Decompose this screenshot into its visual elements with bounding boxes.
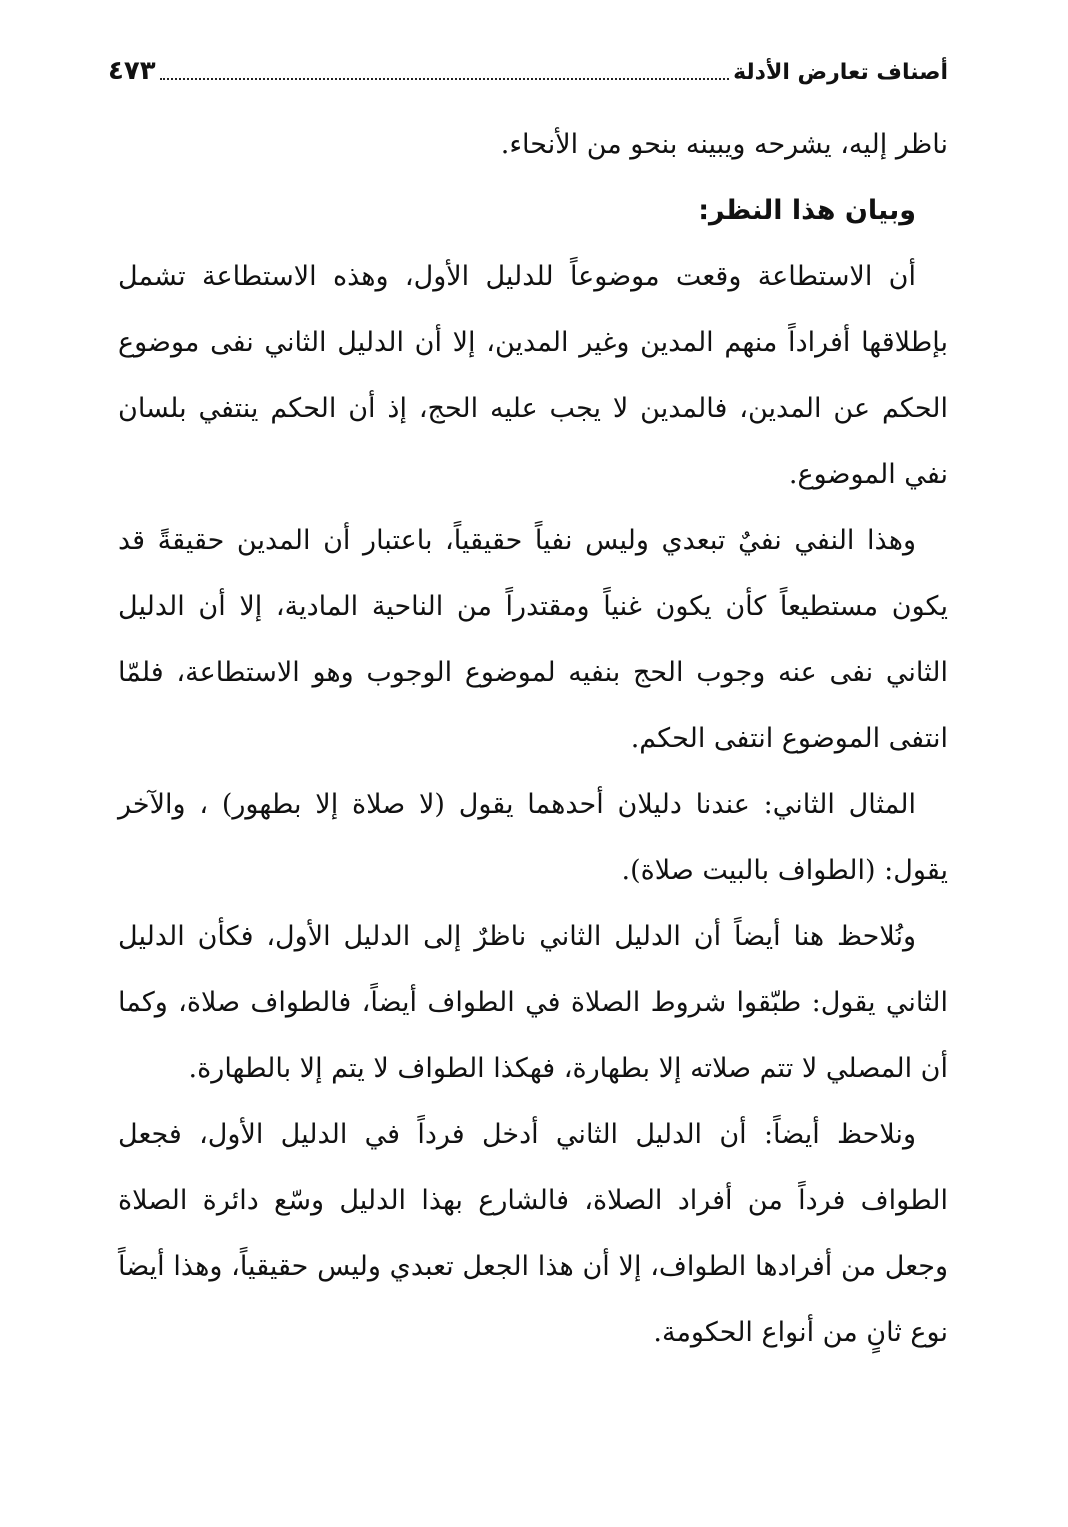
running-header [108,44,948,84]
page-body [118,112,948,1366]
header-title: أصناف تعارض الأدلة [733,60,948,85]
paragraph-continuation: ناظر إليه، يشرحه ويبينه بنحو من الأنحاء. [500,129,948,160]
paragraph: وهذا النفي نفيٌ تبعدي وليس نفياً حقيقياً، باعتبار أن المدين حقيقةً قد يكون مستطيعاً كأن يكون غنياً ومقتدراً من الناحية المادية، إلا أن الدليل الثاني نفى عنه وجوب الحج بنفيه لموضوع الوجوب وهو الاستطاعة، فلمّا انتفى الموضوع انتفى الحكم. [118,525,948,754]
page-number: ٤٧٣ [108,56,156,86]
paragraph: أن الاستطاعة وقعت موضوعاً للدليل الأول، وهذه الاستطاعة تشمل بإطلاقها أفراداً منهم المدين وغير المدين، إلا أن الدليل الثاني نفى موضوع الحكم عن المدين، فالمدين لا يجب عليه الحج، إذ أن الحكم ينتفي بلسان نفي الموضوع. [118,261,948,490]
paragraph: المثال الثاني: عندنا دليلان أحدهما يقول (لا صلاة إلا بطهور) ، والآخر يقول: (الطواف بالبيت صلاة). [118,789,948,886]
header-dotted-leader [160,78,729,80]
paragraph: ونلاحظ أيضاً: أن الدليل الثاني أدخل فرداً في الدليل الأول، فجعل الطواف فرداً من أفراد الصلاة، فالشارع بهذا الدليل وسّع دائرة الصلاة وجعل من أفرادها الطواف، إلا أن هذا الجعل تعبدي وليس حقيقياً، وهذا أيضاً نوع ثانٍ من أنواع الحكومة. [118,1119,948,1348]
paragraph: ونُلاحظ هنا أيضاً أن الدليل الثاني ناظرٌ إلى الدليل الأول، فكأن الدليل الثاني يقول: طبّقوا شروط الصلاة في الطواف أيضاً، فالطواف صلاة، وكما أن المصلي لا تتم صلاته إلا بطهارة، فهكذا الطواف لا يتم إلا بالطهارة. [118,921,948,1084]
section-heading: وبيان هذا النظر: [698,195,916,226]
